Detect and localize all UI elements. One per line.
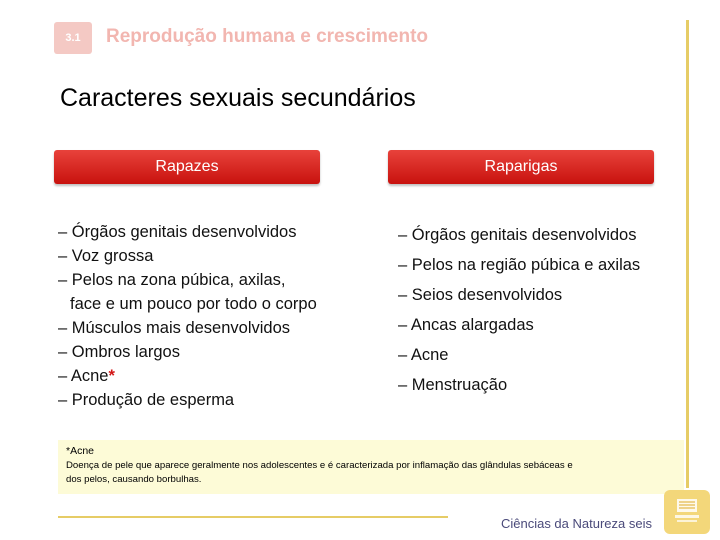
- list-item: – Órgãos genitais desenvolvidos: [58, 223, 297, 241]
- list-item: – Seios desenvolvidos: [398, 286, 563, 304]
- list-item-continuation: face e um pouco por todo o corpo: [70, 295, 317, 313]
- boys-characteristics-list: [58, 220, 378, 412]
- girls-column-title: Raparigas: [484, 158, 558, 175]
- footer-book-title: Ciências da Natureza seis: [500, 516, 652, 531]
- list-item-text: – Acne: [58, 367, 109, 385]
- list-item: – Voz grossa: [58, 247, 154, 265]
- list-item: – Órgãos genitais desenvolvidos: [398, 226, 637, 244]
- note-text-line: dos pelos, causando borbulhas.: [66, 474, 202, 485]
- list-item: – Ancas alargadas: [398, 316, 534, 334]
- page-title: Caracteres sexuais secundários: [60, 84, 416, 112]
- footer-divider-line: [58, 516, 448, 518]
- list-item: – Pelos na região púbica e axilas: [398, 256, 641, 274]
- list-item: – Ombros largos: [58, 343, 180, 361]
- section-number-badge: [54, 22, 92, 54]
- list-item: – Produção de esperma: [58, 391, 235, 409]
- acne-note-box: [58, 440, 684, 494]
- footnote-marker: *: [108, 367, 115, 385]
- note-title: *Acne: [66, 445, 95, 457]
- list-item: – Músculos mais desenvolvidos: [58, 319, 291, 337]
- list-item: – Acne: [398, 346, 449, 364]
- note-text: [66, 459, 676, 487]
- boys-column-header: [54, 150, 320, 184]
- section-number: 3.1: [65, 32, 81, 44]
- boys-column-title: Rapazes: [155, 158, 219, 175]
- list-item: – Menstruação: [398, 376, 508, 394]
- book-publisher-logo-icon: [664, 490, 710, 534]
- list-item-acne: [58, 364, 378, 388]
- girls-column-header: [388, 150, 654, 184]
- list-item: – Pelos na zona púbica, axilas,: [58, 271, 286, 289]
- girls-characteristics-list: [398, 220, 688, 400]
- note-text-line: Doença de pele que aparece geralmente nos adolescentes e é caracterizada por inflamação das glândulas sebáceas e: [66, 460, 573, 471]
- chapter-title: Reprodução humana e crescimento: [106, 26, 429, 47]
